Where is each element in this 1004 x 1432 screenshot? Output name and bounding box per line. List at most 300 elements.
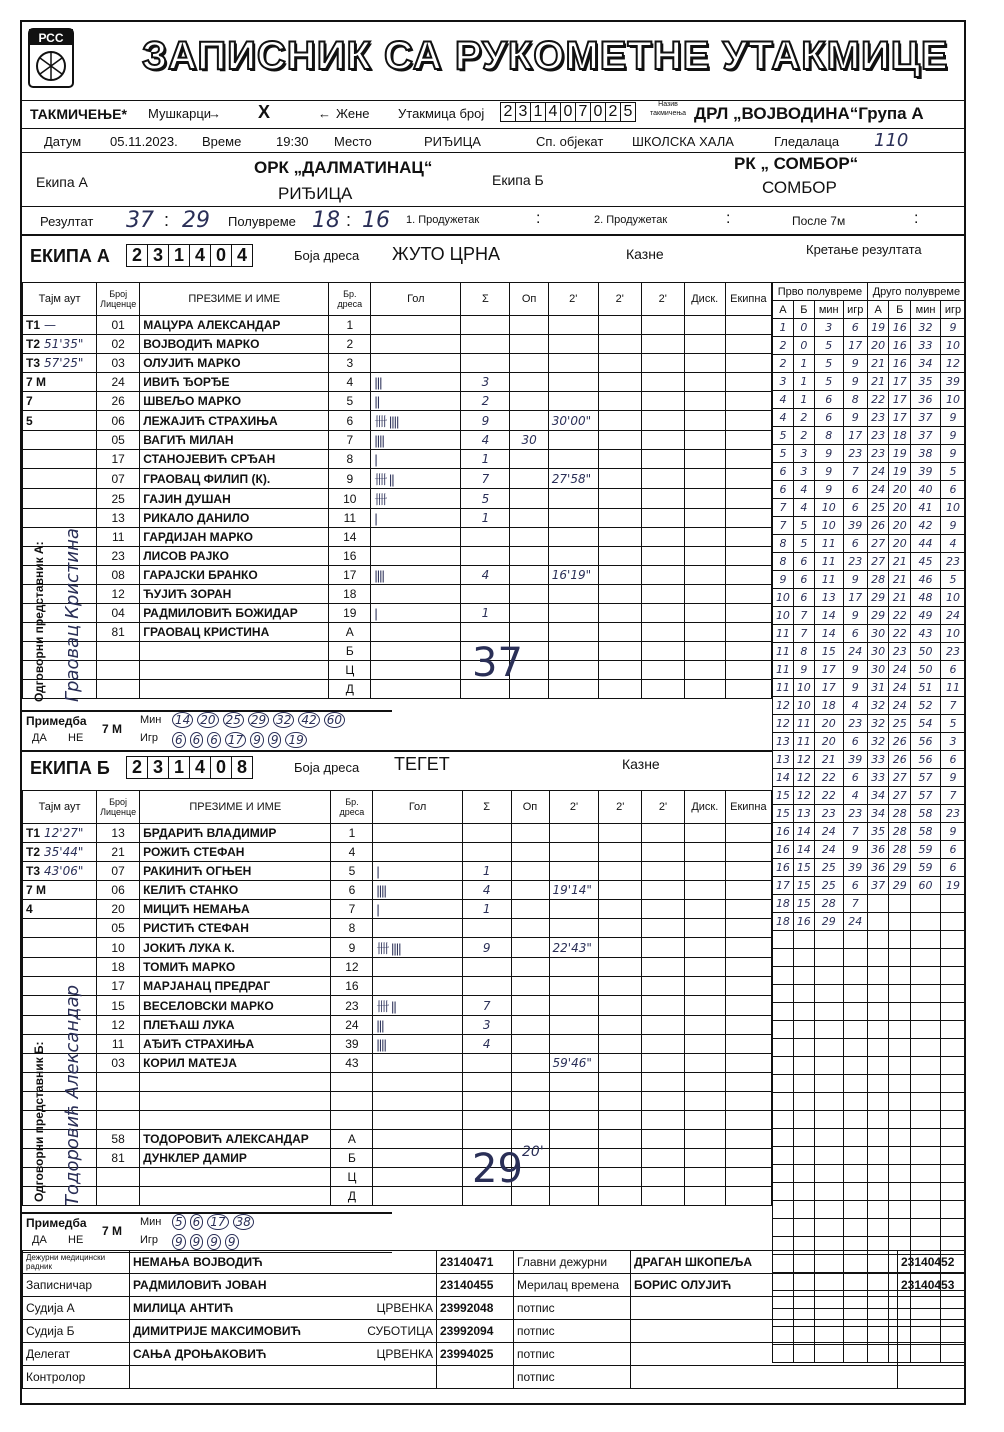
- team-b-jersey-number: Ц: [331, 1168, 373, 1187]
- team-b-player-name: РАКИНИЋ ОГЊЕН: [140, 862, 331, 881]
- team-b-disq: [684, 881, 725, 900]
- after7-colon: :: [914, 210, 919, 227]
- team-a-section-label: ЕКИПА А: [30, 246, 110, 266]
- team-b-license: 10: [97, 938, 140, 958]
- progress-row: [773, 643, 966, 661]
- progress-cell: [941, 1075, 966, 1093]
- progress-cell: [814, 1183, 843, 1201]
- team-b-player-name: [140, 1073, 331, 1092]
- team-a-jersey: ЖУТО ЦРНА: [392, 244, 500, 264]
- official-name: [130, 1343, 437, 1366]
- team-b-player-name: [140, 1187, 331, 1206]
- team-a-two-min: [598, 392, 641, 411]
- team-b-timeout-value: 35'44": [44, 845, 84, 859]
- team-a-player-name: РАДМИЛОВИЋ БОЖИДАР: [140, 604, 329, 623]
- team-b-disq: [684, 977, 725, 996]
- official-city: СУБОТИЦА: [367, 1324, 433, 1338]
- progress-row: [773, 751, 966, 769]
- team-a-goal-sum: [461, 547, 510, 566]
- team-a-goal-marks: ||||: [371, 431, 461, 450]
- progress-cell: 29: [889, 877, 911, 895]
- team-b-jersey-number: [331, 1092, 373, 1111]
- team-b-name: РК „ СОМБОР“: [734, 154, 859, 173]
- progress-cell: 20: [889, 535, 911, 553]
- progress-cell: 16: [773, 859, 794, 877]
- team-b-goal-marks: |: [373, 862, 462, 881]
- progress-cell: 40: [911, 481, 941, 499]
- progress-cell: [941, 1093, 966, 1111]
- progress-cell: 20: [867, 337, 889, 355]
- progress-cell: 28: [889, 841, 911, 859]
- progress-cell: 16: [793, 913, 814, 931]
- team-a-player-name: ГРАОВАЦ КРИСТИНА: [140, 623, 329, 642]
- team-b-warning: [511, 1073, 549, 1092]
- progress-cell: 37: [911, 409, 941, 427]
- progress-cell: [773, 1147, 794, 1165]
- team-b-two-min: [599, 1016, 642, 1035]
- team-a-warning: [510, 316, 548, 335]
- team-b-section-label: ЕКИПА Б: [30, 758, 110, 778]
- progress-cell: 25: [814, 859, 843, 877]
- progress-cell: [814, 1165, 843, 1183]
- team-b-note-no[interactable]: НЕ: [68, 1234, 84, 1246]
- team-b-total: 29: [472, 1146, 523, 1192]
- progress-cell: [867, 1219, 889, 1237]
- official-row: [23, 1366, 966, 1389]
- team-a-two-min: [598, 431, 641, 450]
- team-b-col-warn: Оп: [511, 791, 549, 824]
- team-a-two-min: [641, 469, 684, 489]
- team-b-player-name: АЂИЋ СТРАХИЊА: [140, 1035, 331, 1054]
- svg-text:РСС: РСС: [38, 31, 64, 45]
- team-a-player-name: [140, 680, 329, 699]
- team-b-two-min: [549, 1130, 599, 1149]
- team-b-warning: [511, 862, 549, 881]
- team-b-disq: [684, 862, 725, 881]
- team-a-disq: [684, 469, 725, 489]
- progress-cell: 17: [889, 373, 911, 391]
- official-role2: потпис: [514, 1343, 631, 1366]
- team-a-two-min: [598, 661, 641, 680]
- halftime-label: Полувреме: [228, 214, 296, 229]
- progress-cell: 23: [941, 805, 966, 823]
- team-b-disq: [684, 1130, 725, 1149]
- progress-cell: 25: [814, 877, 843, 895]
- team-a-excl: [725, 680, 771, 699]
- progress-cell: 34: [911, 355, 941, 373]
- team-a-7m-player: 17: [225, 732, 246, 748]
- team-a-timeout-cell: [23, 316, 97, 335]
- team-b-jersey-number: 1: [331, 824, 373, 843]
- progress-cell: [941, 949, 966, 967]
- progress-cell: 19: [867, 319, 889, 337]
- progress-cell: [814, 985, 843, 1003]
- team-a-col-jersey_no: Бр. дреса: [329, 283, 371, 316]
- progress-cell: [773, 1165, 794, 1183]
- team-b-two-min: [642, 881, 685, 900]
- team-b-player-row: [23, 938, 772, 958]
- team-b-disq: [684, 996, 725, 1016]
- team-a-timeout-label: T2: [26, 337, 41, 351]
- team-a-player-name: ЛИСОВ РАЈКО: [140, 547, 329, 566]
- official-role: Судија Б: [23, 1320, 130, 1343]
- progress-cell: 4: [773, 409, 794, 427]
- team-b-goal-marks: ||||: [373, 1035, 462, 1054]
- progress-cell: 54: [911, 715, 941, 733]
- team-a-two-min: [548, 528, 598, 547]
- progress-cell: [793, 1003, 814, 1021]
- progress-cell: 12: [793, 751, 814, 769]
- result-label: Резултат: [40, 214, 94, 229]
- team-a-goal-marks: ||: [371, 392, 461, 411]
- progress-cell: 39: [843, 751, 867, 769]
- team-a-license: 01: [97, 316, 140, 335]
- team-b-timeout-cell: [23, 1016, 97, 1035]
- team-a-disq: [684, 316, 725, 335]
- progress-cell: 49: [911, 607, 941, 625]
- team-b-timeout-label: T3: [26, 864, 41, 878]
- men-label: Мушкарци: [148, 106, 212, 121]
- team-b-goal-sum: [462, 1054, 511, 1073]
- team-b-goal-sum: 1: [462, 900, 511, 919]
- team-a-two-min: [641, 680, 684, 699]
- progress-cell: 9: [941, 769, 966, 787]
- team-a-license: [97, 661, 140, 680]
- progress-cell: [843, 931, 867, 949]
- team-a-player-row: [23, 509, 772, 528]
- progress-cell: [889, 967, 911, 985]
- team-b-goal-marks: [373, 1092, 462, 1111]
- team-b-player-name: ПЛЕЋАШ ЛУКА: [140, 1016, 331, 1035]
- team-a-total: 37: [472, 640, 523, 686]
- team-b-goal-marks: [373, 1149, 462, 1168]
- progress-cell: 9: [814, 463, 843, 481]
- team-a-note-yes[interactable]: ДА: [32, 732, 47, 744]
- team-b-two-min: [599, 1054, 642, 1073]
- team-b-two-min: [642, 862, 685, 881]
- official-name2: [631, 1343, 898, 1366]
- team-b-player-row: [23, 996, 772, 1016]
- team-b-timeout-cell: [23, 938, 97, 958]
- halftime-colon: :: [346, 210, 352, 230]
- progress-cell: 8: [814, 427, 843, 445]
- progress-cell: [941, 1057, 966, 1075]
- progress-cell: [867, 1039, 889, 1057]
- team-b-timeout-cell: [23, 919, 97, 938]
- progress-cell: 26: [889, 733, 911, 751]
- progress-cell: 7: [843, 463, 867, 481]
- team-b-min-label: Мин: [140, 1216, 162, 1228]
- progress-cell: 6: [773, 481, 794, 499]
- team-b-disq: [684, 1054, 725, 1073]
- progress-cell: 43: [911, 625, 941, 643]
- team-a-7m-player: 19: [285, 732, 306, 748]
- match-number-digit: 2: [605, 102, 621, 122]
- progress-cell: [793, 967, 814, 985]
- official-license: 23992094: [437, 1320, 514, 1343]
- progress-cell: [843, 1075, 867, 1093]
- progress-cell: [911, 1201, 941, 1219]
- progress-cell: 11: [773, 643, 794, 661]
- progress-cell: [793, 1147, 814, 1165]
- progress-row: [773, 913, 966, 931]
- team-a-col-two: 2': [641, 283, 684, 316]
- progress-cell: 6: [843, 769, 867, 787]
- team-b-goal-sum: [462, 1111, 511, 1130]
- team-a-two-min: [641, 509, 684, 528]
- progress-row: [773, 337, 966, 355]
- progress-cell: 20: [889, 481, 911, 499]
- team-a-two-min: [641, 373, 684, 392]
- halftime-b: 16: [362, 208, 390, 233]
- progress-cell: 4: [773, 391, 794, 409]
- official-role2: Главни дежурни: [514, 1251, 631, 1274]
- official-role: Записничар: [23, 1274, 130, 1297]
- team-a-warning: [510, 585, 548, 604]
- progress-cell: [867, 985, 889, 1003]
- result-a: 37: [126, 208, 154, 233]
- team-a-disq: [684, 623, 725, 642]
- team-b-two-min: [549, 1092, 599, 1111]
- progress-cell: 7: [793, 625, 814, 643]
- progress-cell: [814, 931, 843, 949]
- official-role: Судија А: [23, 1297, 130, 1320]
- team-a-jersey-number: 17: [329, 566, 371, 585]
- team-b-two-min: [642, 938, 685, 958]
- progress-cell: 39: [911, 463, 941, 481]
- progress-cell: 10: [941, 499, 966, 517]
- progress-cell: [773, 1219, 794, 1237]
- team-a-goal-sum: [461, 316, 510, 335]
- progress-cell: 37: [867, 877, 889, 895]
- progress-cell: 23: [843, 445, 867, 463]
- team-b-disq: [684, 1168, 725, 1187]
- team-a-goal-sum: [461, 585, 510, 604]
- progress-cell: [843, 949, 867, 967]
- team-a-7m-igr: [172, 732, 307, 748]
- team-b-two-min: [549, 1035, 599, 1054]
- progress-cell: 6: [843, 481, 867, 499]
- progress-cell: [911, 1111, 941, 1129]
- official-name-text: МИЛИЦА АНТИЋ: [133, 1301, 234, 1315]
- progress-row: [773, 373, 966, 391]
- team-b-two-min: 22'43": [549, 938, 599, 958]
- date-label: Датум: [44, 134, 82, 149]
- progress-cell: 11: [814, 553, 843, 571]
- team-b-license: 21: [97, 843, 140, 862]
- team-a-player-row: [23, 450, 772, 469]
- progress-cell: 31: [867, 679, 889, 697]
- team-b-player-row: [23, 1073, 772, 1092]
- official-name: [130, 1297, 437, 1320]
- team-b-player-name: [140, 1168, 331, 1187]
- team-a-disq: [684, 547, 725, 566]
- team-a-disq: [684, 373, 725, 392]
- team-a-jersey-number: Д: [329, 680, 371, 699]
- team-b-warning: [511, 1016, 549, 1035]
- team-b-warning: [511, 977, 549, 996]
- progress-row: [773, 787, 966, 805]
- official-license2: 23140452: [898, 1251, 966, 1274]
- team-b-two-min: [599, 1187, 642, 1206]
- progress-cell: 39: [941, 373, 966, 391]
- team-b-goal-sum: 9: [462, 938, 511, 958]
- progress-cell: 33: [911, 337, 941, 355]
- competition-label: ТАКМИЧЕЊЕ*: [30, 106, 127, 122]
- team-b-two-min: [599, 862, 642, 881]
- team-a-timeout-label: 7 М: [26, 375, 47, 389]
- team-a-note-no[interactable]: НЕ: [68, 732, 84, 744]
- place-label: Место: [334, 134, 372, 149]
- official-license2: [898, 1320, 966, 1343]
- progress-cell: [941, 931, 966, 949]
- progress-cell: [773, 1111, 794, 1129]
- official-license2: 23140453: [898, 1274, 966, 1297]
- progress-cell: [843, 1111, 867, 1129]
- team-a-goal-sum: 3: [461, 373, 510, 392]
- team-a-timeout-value: 51'35": [44, 337, 84, 351]
- team-a-two-min: [641, 450, 684, 469]
- team-a-code-digit: 4: [189, 244, 211, 267]
- team-a-7m-min: [172, 712, 345, 728]
- team-a-goal-sum: 9: [461, 411, 510, 431]
- progress-cell: 9: [941, 427, 966, 445]
- team-b-timeout-cell: [23, 977, 97, 996]
- team-a-two-min: [641, 354, 684, 373]
- progress-cell: 24: [814, 823, 843, 841]
- team-b-license: 20: [97, 900, 140, 919]
- team-a-player-name: ГАРДИЈАН МАРКО: [140, 528, 329, 547]
- progress-row: [773, 1183, 966, 1201]
- team-b-jersey-number: Б: [331, 1149, 373, 1168]
- official-license: 23992048: [437, 1297, 514, 1320]
- progress-cell: 27: [889, 787, 911, 805]
- team-a-license: 05: [97, 431, 140, 450]
- team-a-timeout-cell: [23, 509, 97, 528]
- team-b-col-two: 2': [599, 791, 642, 824]
- progress-cell: 9: [814, 481, 843, 499]
- match-number-digit: 1: [530, 102, 546, 122]
- team-b-player-name: ЈОКИЋ ЛУКА К.: [140, 938, 331, 958]
- progress-cell: [889, 1147, 911, 1165]
- team-b-two-min: [549, 862, 599, 881]
- progress-row: [773, 1093, 966, 1111]
- progress-cell: [867, 1057, 889, 1075]
- team-a-two-min: [548, 623, 598, 642]
- progress-cell: [814, 1147, 843, 1165]
- team-b-goal-marks: 卌 ||: [373, 996, 462, 1016]
- team-b-license: 11: [97, 1035, 140, 1054]
- progress-cell: 6: [843, 733, 867, 751]
- team-a-7m-minute: 25: [223, 712, 244, 728]
- progress-cell: [814, 1201, 843, 1219]
- progress-cell: [793, 1057, 814, 1075]
- official-role2: Мерилац времена: [514, 1274, 631, 1297]
- team-a-player-name: ИВИЋ ЂОРЂЕ: [140, 373, 329, 392]
- progress-cell: [889, 1093, 911, 1111]
- team-b-note-label: Примедба: [26, 1216, 87, 1230]
- progress-cell: [773, 931, 794, 949]
- progress-cell: 22: [814, 787, 843, 805]
- progress-row: [773, 427, 966, 445]
- team-a-excl: [725, 316, 771, 335]
- progress-cell: [867, 1147, 889, 1165]
- team-a-col-license: Број Лиценце: [97, 283, 140, 316]
- team-b-excl: [725, 1130, 771, 1149]
- team-b-player-row: [23, 881, 772, 900]
- team-b-license: 12: [97, 1016, 140, 1035]
- progress-cell: 48: [911, 589, 941, 607]
- progress-cell: [793, 1183, 814, 1201]
- progress-cell: 24: [867, 463, 889, 481]
- progress-cell: [889, 1201, 911, 1219]
- team-b-two-min: [599, 900, 642, 919]
- team-a-7m-minute: 29: [248, 712, 269, 728]
- team-b-disq: [684, 843, 725, 862]
- team-b-goal-sum: [462, 1073, 511, 1092]
- team-b-two-min: [549, 900, 599, 919]
- team-a-two-min: 30'00": [548, 411, 598, 431]
- progress-col-a: А: [867, 301, 889, 319]
- team-a-jersey-number: Ц: [329, 661, 371, 680]
- team-a-goal-sum: 1: [461, 450, 510, 469]
- progress-cell: [773, 1183, 794, 1201]
- team-a-player-name: [140, 642, 329, 661]
- progress-cell: [911, 895, 941, 913]
- official-city: ЦРВЕНКА: [376, 1347, 433, 1361]
- team-a-two-min: [548, 642, 598, 661]
- progress-cell: 21: [867, 355, 889, 373]
- team-b-col-license: Број Лиценце: [97, 791, 140, 824]
- progress-cell: 10: [773, 607, 794, 625]
- progress-cell: [911, 913, 941, 931]
- team-b-excl: [725, 1054, 771, 1073]
- team-a-7m-player: 6: [190, 732, 204, 748]
- team-b-warning: [511, 881, 549, 900]
- progress-cell: 24: [941, 607, 966, 625]
- progress-cell: 29: [889, 859, 911, 877]
- progress-cell: [889, 1075, 911, 1093]
- progress-cell: [793, 985, 814, 1003]
- team-b-timeout-value: 12'27": [44, 826, 84, 840]
- team-b-disq: [684, 824, 725, 843]
- team-b-note-yes[interactable]: ДА: [32, 1234, 47, 1246]
- team-b-license: 03: [97, 1054, 140, 1073]
- progress-cell: [941, 1039, 966, 1057]
- team-a-two-min: [548, 604, 598, 623]
- progress-cell: [911, 985, 941, 1003]
- team-b-col-sum: Σ: [462, 791, 511, 824]
- team-a-excl: [725, 528, 771, 547]
- progress-cell: 7: [843, 823, 867, 841]
- team-b-two-min: [549, 958, 599, 977]
- team-a-two-min: [598, 450, 641, 469]
- progress-cell: 9: [941, 445, 966, 463]
- progress-cell: 5: [773, 445, 794, 463]
- official-license: 23994025: [437, 1343, 514, 1366]
- progress-cell: 42: [911, 517, 941, 535]
- team-a-jersey-number: 19: [329, 604, 371, 623]
- team-a-7m-minute: 14: [172, 712, 193, 728]
- team-a-code-digit: 4: [231, 244, 253, 267]
- team-b-player-row: [23, 977, 772, 996]
- team-a-player-row: [23, 373, 772, 392]
- progress-row: [773, 823, 966, 841]
- progress-cell: 39: [843, 859, 867, 877]
- match-number-digit: 7: [575, 102, 591, 122]
- team-b-jersey-number: 24: [331, 1016, 373, 1035]
- team-b-goal-marks: [373, 919, 462, 938]
